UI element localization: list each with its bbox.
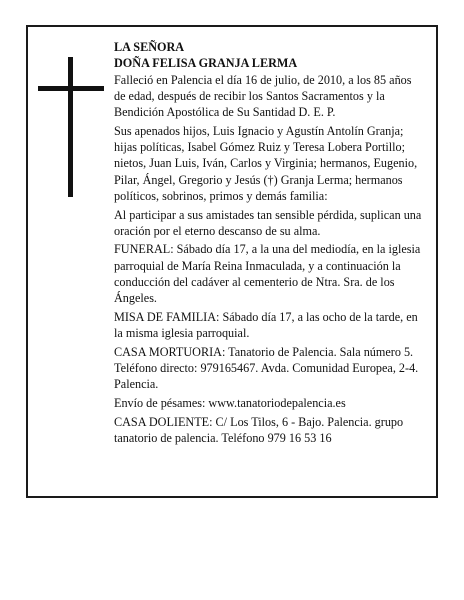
obituary-text	[114, 39, 426, 449]
family-mass-paragraph: MISA DE FAMILIA: Sábado día 17, a las ocho de la tarde, en la misma iglesia parroquial.	[114, 309, 418, 341]
condolences-paragraph: Envío de pésames: www.tanatoriodepalencia.es	[114, 396, 346, 411]
funeral-home-paragraph: CASA MORTUORIA: Tanatorio de Palencia. Sala número 5. Teléfono directo: 979165467. Avda. Comunidad Europea, 2-4. Palencia.	[114, 344, 419, 392]
prayer-request-paragraph: Al participar a sus amistades tan sensible pérdida, suplican una oración por el eterno descanso de su alma.	[114, 207, 422, 238]
death-notice-paragraph: Falleció en Palencia el día 16 de julio, de 2010, a los 85 años de edad, después de recibir los Santos Sacramentos y la Bendición Apostólica de Su Santidad D. E. P.	[114, 72, 412, 120]
funeral-paragraph: FUNERAL: Sábado día 17, a la una del mediodía, en la iglesia parroquial de María Reina Inmaculada, y a continuación la conducción del cadáver al cementerio de Ntra. Sra. de los Ángeles.	[114, 242, 421, 306]
heading-line-1: LA SEÑORA	[114, 40, 185, 54]
mourning-house-paragraph: CASA DOLIENTE: C/ Los Tilos, 6 - Bajo. Palencia. grupo tanatorio de palencia. Teléfono 979 16 53 16	[114, 414, 404, 445]
family-paragraph: Sus apenados hijos, Luis Ignacio y Agustín Antolín Granja; hijas políticas, Isabel Gómez Ruiz y Teresa Lobera Portillo; nietos, Juan Luis, Iván, Carlos y Virginia; hermanos, Eugenio, Pilar, Ángel, Gregorio y Jesús (†) Granja Lerma; hermanos políticos, sobrinos, primos y demás familia:	[114, 123, 418, 203]
deceased-name: DOÑA FELISA GRANJA LERMA	[114, 56, 298, 71]
